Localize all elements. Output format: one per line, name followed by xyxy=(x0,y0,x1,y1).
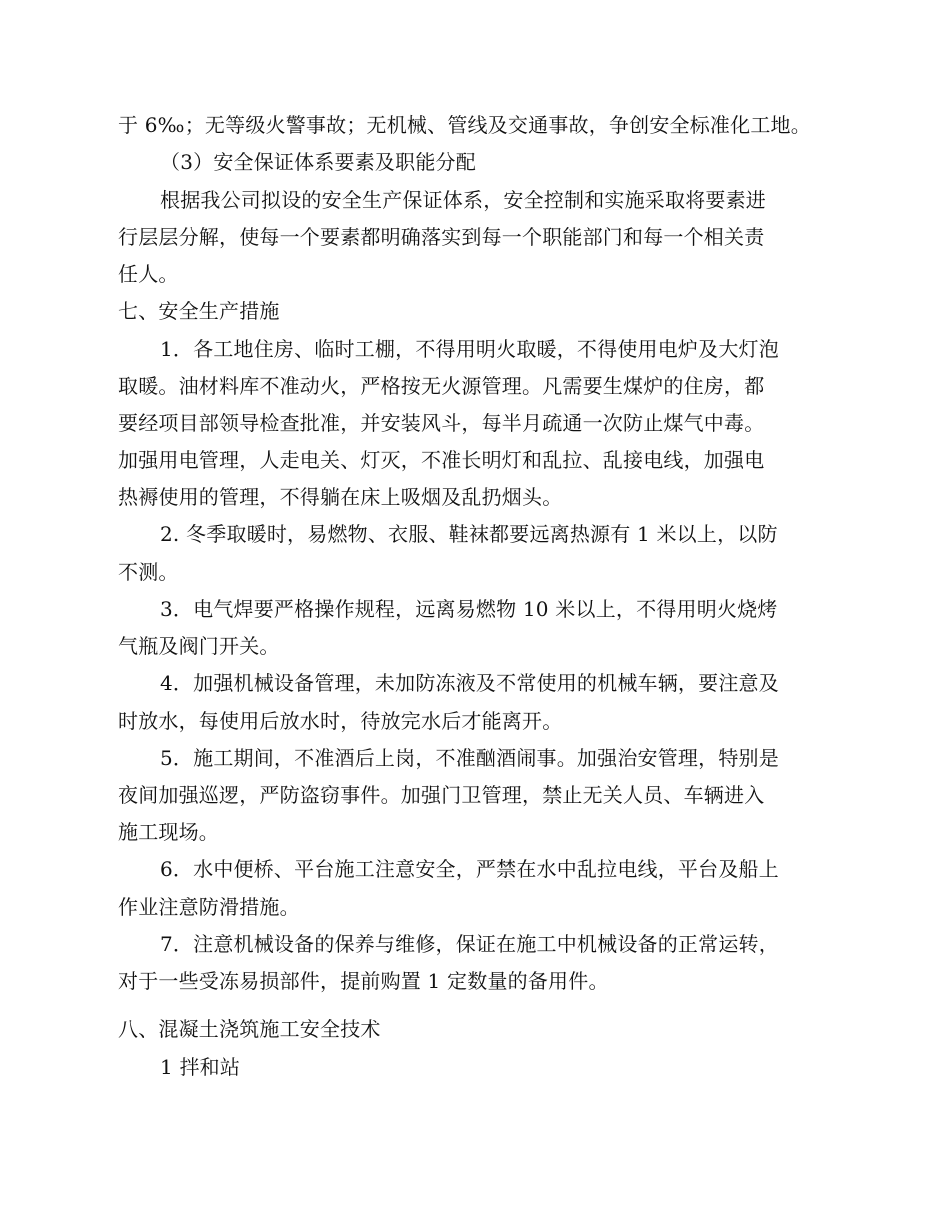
section-subheading: 1 拌和站 xyxy=(160,1055,241,1079)
paragraph-line: 行层层分解，使每一个要素都明确落实到每一个职能部门和每一个相关责 xyxy=(118,225,765,249)
paragraph-line: 对于一些受冻易损部件，提前购置 1 定数量的备用件。 xyxy=(118,969,609,993)
paragraph-line: 3．电气焊要严格操作规程，远离易燃物 10 米以上，不得用明火烧烤 xyxy=(160,597,778,621)
paragraph-line: 于 6‰；无等级火警事故；无机械、管线及交通事故，争创安全标准化工地。 xyxy=(118,113,811,137)
section-heading: 七、安全生产措施 xyxy=(118,299,280,323)
paragraph-line: 要经项目部领导检查批准，并安装风斗，每半月疏通一次防止煤气中毒。 xyxy=(118,411,765,435)
paragraph-line: 夜间加强巡逻，严防盗窃事件。加强门卫管理，禁止无关人员、车辆进入 xyxy=(118,783,765,807)
paragraph-line: 气瓶及阀门开关。 xyxy=(118,634,280,658)
paragraph-line: 6．水中便桥、平台施工注意安全，严禁在水中乱拉电线，平台及船上 xyxy=(160,857,779,881)
paragraph-line: 不测。 xyxy=(118,560,179,584)
paragraph-line: 1．各工地住房、临时工棚，不得用明火取暖，不得使用电炉及大灯泡 xyxy=(160,337,779,361)
section-subheading: （3）安全保证体系要素及职能分配 xyxy=(160,150,476,174)
paragraph-line: 5．施工期间，不准酒后上岗，不准酗酒闹事。加强治安管理，特别是 xyxy=(160,746,779,770)
paragraph-line: 施工现场。 xyxy=(118,820,219,844)
paragraph-line: 取暖。油材料库不准动火，严格按无火源管理。凡需要生煤炉的住房，都 xyxy=(118,374,765,398)
paragraph-line: 作业注意防滑措施。 xyxy=(118,895,300,919)
paragraph-line: 根据我公司拟设的安全生产保证体系，安全控制和实施采取将要素进 xyxy=(160,188,766,212)
paragraph-line: 4．加强机械设备管理，未加防冻液及不常使用的机械车辆，要注意及 xyxy=(160,671,779,695)
paragraph-line: 2. 冬季取暖时，易燃物、衣服、鞋袜都要远离热源有 1 米以上，以防 xyxy=(160,522,778,546)
paragraph-line: 时放水，每使用后放水时，待放完水后才能离开。 xyxy=(118,709,563,733)
paragraph-line: 加强用电管理，人走电关、灯灭，不准长明灯和乱拉、乱接电线，加强电 xyxy=(118,448,765,472)
paragraph-line: 任人。 xyxy=(118,262,179,286)
section-heading: 八、混凝土浇筑施工安全技术 xyxy=(118,1017,381,1041)
paragraph-line: 热褥使用的管理，不得躺在床上吸烟及乱扔烟头。 xyxy=(118,485,563,509)
paragraph-line: 7．注意机械设备的保养与维修，保证在施工中机械设备的正常运转， xyxy=(160,932,779,956)
